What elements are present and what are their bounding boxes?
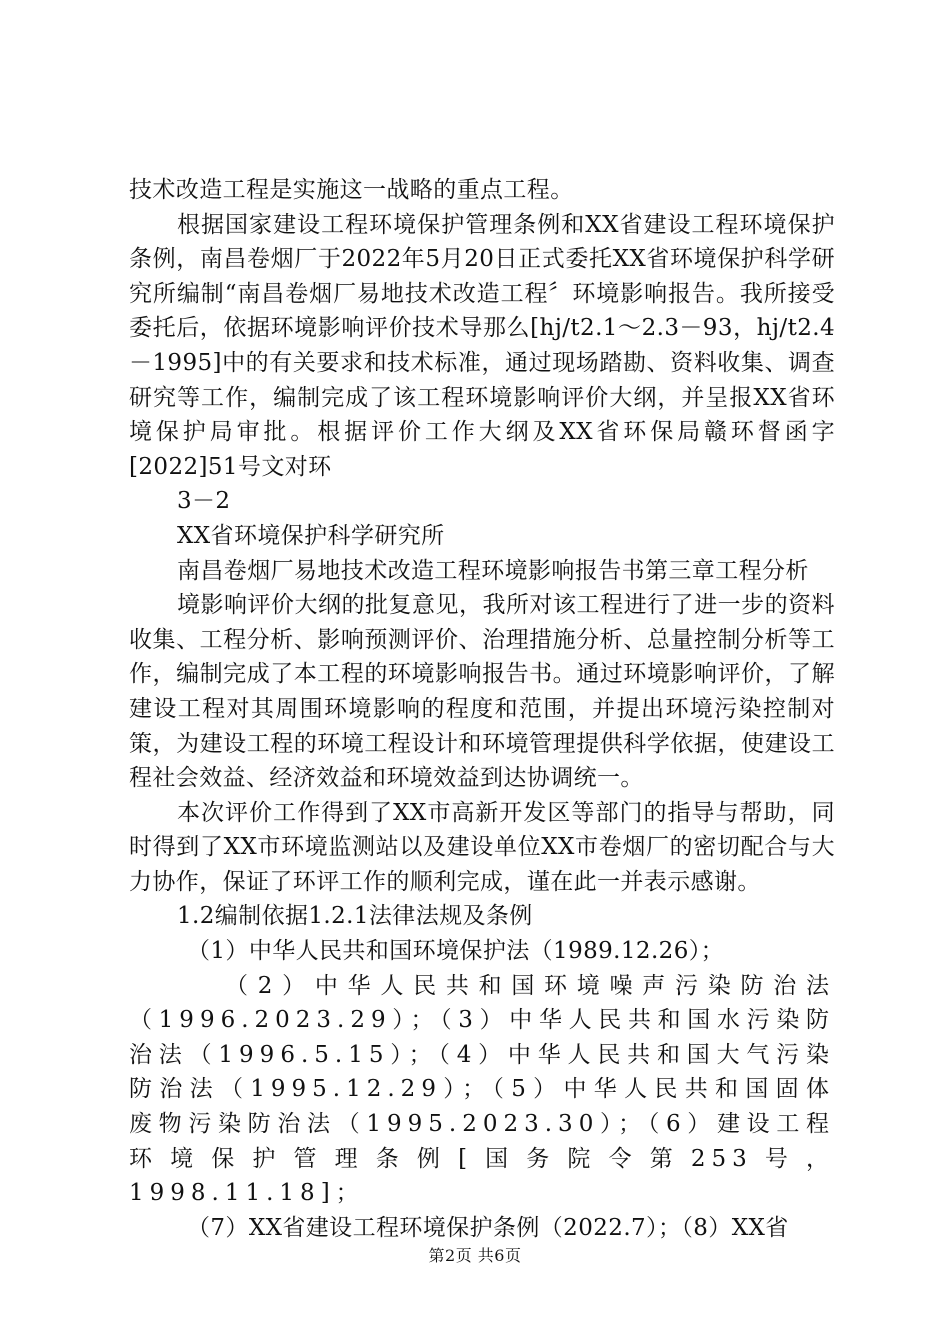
page-header-report-title: 南昌卷烟厂易地技术改造工程环境影响报告书第三章工程分析: [177, 557, 809, 584]
paragraph-commission: 根据国家建设工程环境保护管理条例和XX省建设工程环境保护条例，南昌卷烟厂于2022年5月20日正式委托XX省环境保护科学研究所编制“南昌卷烟厂易地技术改造工程〞环境影响报告。我所接受委托后，依据环境影响评价技术导那么[hj/t2.1～2.3－93，hj/t2.4－1995]中的有关要求和技术标准，通过现场踏勘、资料收集、调查研究等工作，编制完成了该工程环境影响评价大纲，并呈报XX省环境保护局审批。根据评价工作大纲及XX省环保局赣环督函字[2022]51号文对环: [129, 211, 835, 480]
document-body: [129, 173, 835, 1245]
paragraph-acknowledgement: 本次评价工作得到了XX市高新开发区等部门的指导与帮助，同时得到了XX市环境监测站以及建设单位XX市卷烟厂的密切配合与大力协作，保证了环评工作的顺利完成，谨在此一并表示感谢。: [129, 799, 835, 895]
page-footer: 第2页 共6页: [428, 1246, 522, 1265]
law-items-2-6: （2）中华人民共和国环境噪声污染防治法（1996.2023.29）；（3）中华人民共和国水污染防治法（1996.5.15）；（4）中华人民共和国大气污染防治法（1995.12.29）；（5）中华人民共和国固体废物污染防治法（1995.2023.30）；（6）建设工程环境保护管理条例[国务院令第253号，1998.11.18]；: [129, 972, 835, 1207]
paragraph-continuation: 技术改造工程是实施这一战略的重点工程。: [129, 177, 574, 203]
page-header-institute: XX省环境保护科学研究所: [177, 522, 445, 549]
law-item-1: （1）中华人民共和国环境保护法（1989.12.26）；: [187, 938, 725, 965]
law-items-7-8: （7）XX省建设工程环境保护条例（2022.7）；（8）XX省: [187, 1214, 789, 1241]
paragraph-approval: 境影响评价大纲的批复意见，我所对该工程进行了进一步的资料收集、工程分析、影响预测评价、治理措施分析、总量控制分析等工作，编制完成了本工程的环境影响报告书。通过环境影响评价，了解建设工程对其周围环境影响的程度和范围，并提出环境污染控制对策，为建设工程的环境工程设计和环境管理提供科学依据，使建设工程社会效益、经济效益和环境效益到达协调统一。: [129, 592, 835, 792]
section-heading-basis: 1.2编制依据1.2.1法律法规及条例: [177, 903, 533, 930]
page-header-number: 3－2: [177, 488, 231, 515]
